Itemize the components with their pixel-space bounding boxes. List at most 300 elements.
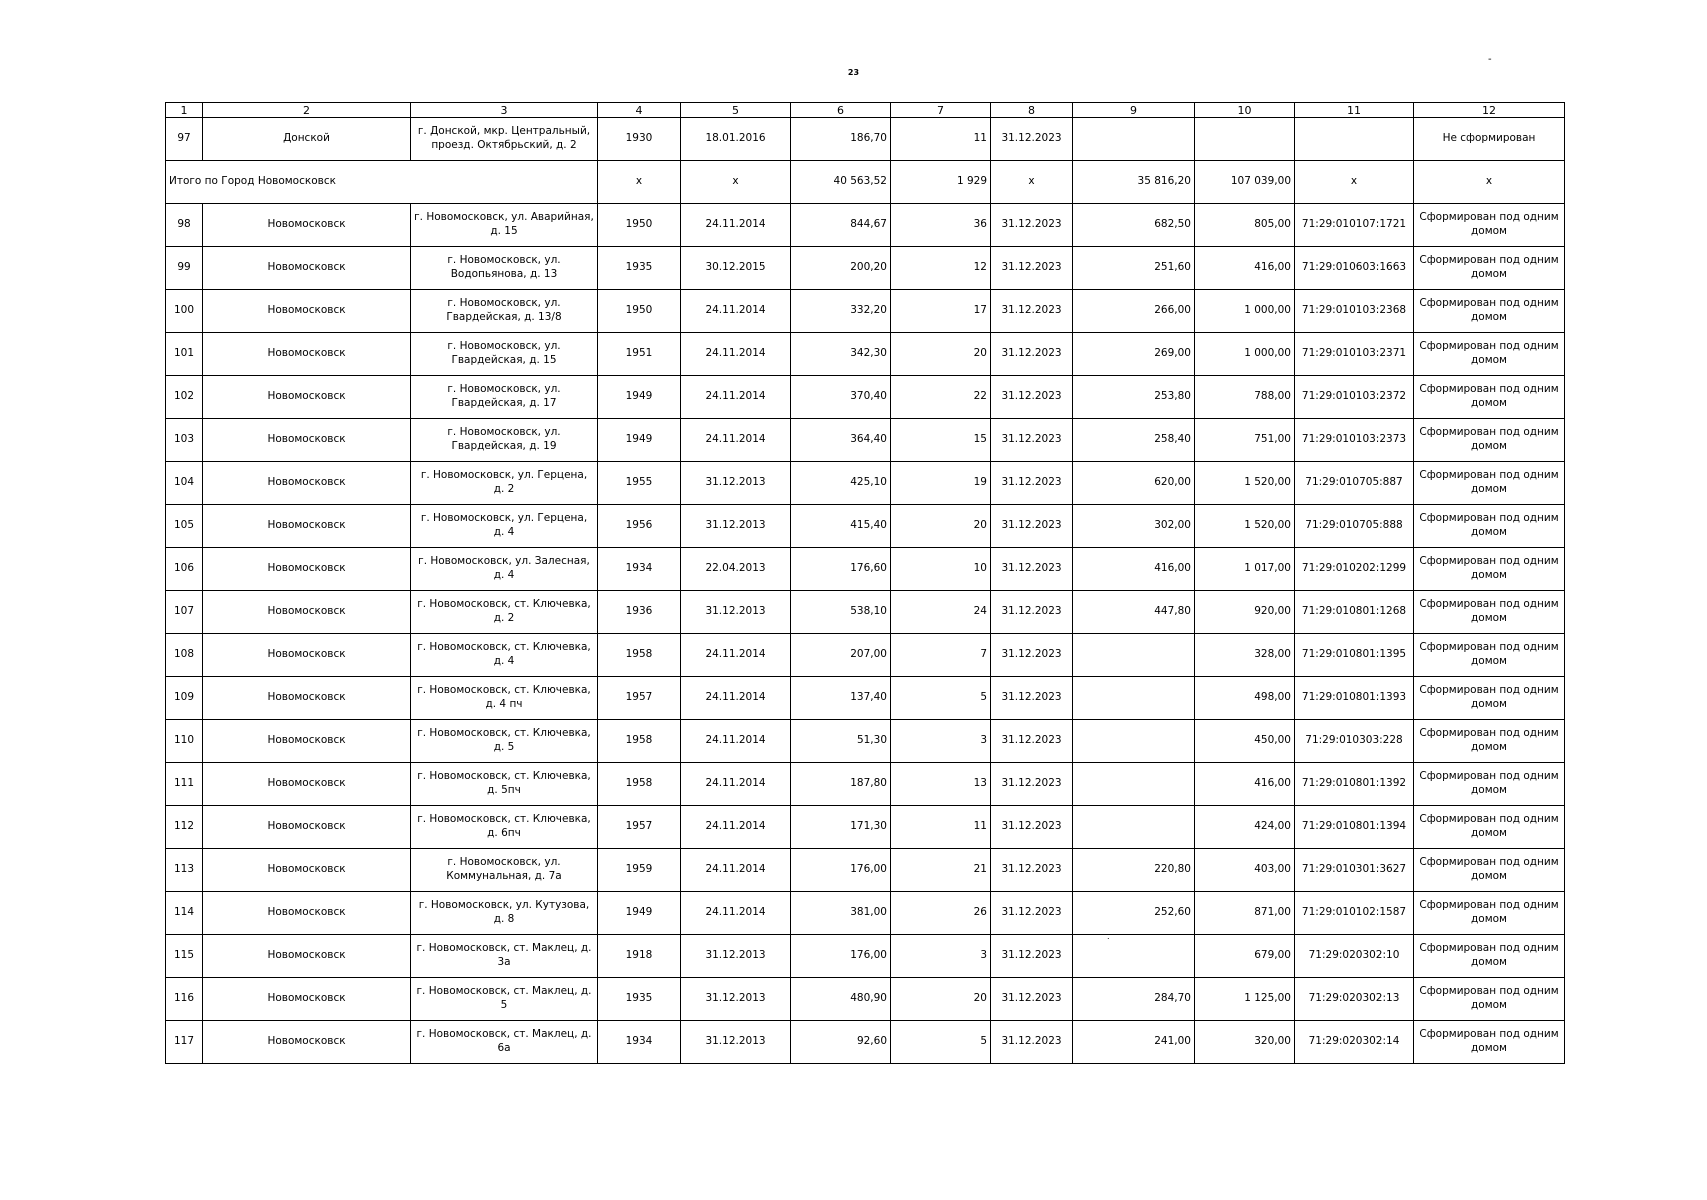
cell-cadastral: 71:29:010103:2373: [1295, 419, 1414, 462]
cell-cadastral: 71:29:010107:1721: [1295, 204, 1414, 247]
cell-deadline: 31.12.2023: [991, 376, 1073, 419]
cell-number: 115: [166, 935, 203, 978]
cell-residents: 10: [891, 548, 991, 591]
column-header: 8: [991, 103, 1073, 118]
cell-col10: 788,00: [1195, 376, 1295, 419]
cell-deadline: 31.12.2023: [991, 118, 1073, 161]
cell-residents: 26: [891, 892, 991, 935]
cell-col10: 1 520,00: [1195, 462, 1295, 505]
cell-col10: 328,00: [1195, 634, 1295, 677]
cell-area: 176,00: [791, 849, 891, 892]
table-row: [166, 720, 1565, 763]
cell-address: г. Новомосковск, ул. Коммунальная, д. 7а: [411, 849, 598, 892]
cell-col10: 751,00: [1195, 419, 1295, 462]
cell-year: 1956: [598, 505, 681, 548]
cell-settlement: Новомосковск: [203, 505, 411, 548]
column-header: 2: [203, 103, 411, 118]
cell-col9: 241,00: [1073, 1021, 1195, 1064]
cell-deadline: 31.12.2023: [991, 333, 1073, 376]
cell-status: Сформирован под одним домом: [1414, 505, 1565, 548]
cell-residents: 11: [891, 806, 991, 849]
table-row: [166, 333, 1565, 376]
cell-year: 1951: [598, 333, 681, 376]
cell-cadastral: 71:29:020302:10: [1295, 935, 1414, 978]
column-header: 3: [411, 103, 598, 118]
cell-date: 24.11.2014: [681, 892, 791, 935]
cell-col10: 679,00: [1195, 935, 1295, 978]
table-row: [166, 419, 1565, 462]
cell-settlement: Донской: [203, 118, 411, 161]
cell-date: 24.11.2014: [681, 333, 791, 376]
cell-residents: 15: [891, 419, 991, 462]
cell-number: 116: [166, 978, 203, 1021]
cell-number: 97: [166, 118, 203, 161]
cell-area: 480,90: [791, 978, 891, 1021]
table-row: [166, 849, 1565, 892]
cell-year: 1918: [598, 935, 681, 978]
cell-date: 24.11.2014: [681, 204, 791, 247]
cell-cadastral: [1295, 118, 1414, 161]
cell-col9: [1073, 720, 1195, 763]
column-header: 10: [1195, 103, 1295, 118]
cell-col9: 266,00: [1073, 290, 1195, 333]
cell-address: г. Новомосковск, ст. Ключевка, д. 5: [411, 720, 598, 763]
cell-residents: 20: [891, 978, 991, 1021]
cell-status: Сформирован под одним домом: [1414, 376, 1565, 419]
cell-area: 207,00: [791, 634, 891, 677]
cell-residents: 3: [891, 720, 991, 763]
cell-year: 1949: [598, 419, 681, 462]
cell-year: 1959: [598, 849, 681, 892]
cell-status: x: [1414, 161, 1565, 204]
cell-cadastral: 71:29:010801:1395: [1295, 634, 1414, 677]
cell-deadline: 31.12.2023: [991, 849, 1073, 892]
cell-status: Сформирован под одним домом: [1414, 892, 1565, 935]
column-header: 1: [166, 103, 203, 118]
cell-col9: 253,80: [1073, 376, 1195, 419]
cell-cadastral: 71:29:010801:1393: [1295, 677, 1414, 720]
cell-deadline: 31.12.2023: [991, 720, 1073, 763]
cell-residents: 24: [891, 591, 991, 634]
cell-date: 24.11.2014: [681, 419, 791, 462]
cell-settlement: Новомосковск: [203, 1021, 411, 1064]
cell-status: Сформирован под одним домом: [1414, 290, 1565, 333]
cell-year: 1958: [598, 634, 681, 677]
cell-address: г. Новомосковск, ст. Маклец, д. 5: [411, 978, 598, 1021]
column-header: 12: [1414, 103, 1565, 118]
cell-address: г. Новомосковск, ул. Водопьянова, д. 13: [411, 247, 598, 290]
cell-residents: 1 929: [891, 161, 991, 204]
table-row: [166, 591, 1565, 634]
cell-col9: [1073, 806, 1195, 849]
cell-col9: [1073, 935, 1195, 978]
cell-address: г. Новомосковск, ст. Ключевка, д. 5пч: [411, 763, 598, 806]
cell-settlement: Новомосковск: [203, 462, 411, 505]
cell-settlement: Новомосковск: [203, 720, 411, 763]
cell-col10: 805,00: [1195, 204, 1295, 247]
cell-col10: 1 017,00: [1195, 548, 1295, 591]
cell-col10: 450,00: [1195, 720, 1295, 763]
cell-cadastral: 71:29:010705:888: [1295, 505, 1414, 548]
table-row: [166, 290, 1565, 333]
table-row: [166, 204, 1565, 247]
cell-cadastral: 71:29:010301:3627: [1295, 849, 1414, 892]
table-row: [166, 677, 1565, 720]
cell-date: x: [681, 161, 791, 204]
cell-col10: 498,00: [1195, 677, 1295, 720]
cell-year: 1936: [598, 591, 681, 634]
cell-deadline: 31.12.2023: [991, 548, 1073, 591]
cell-area: 187,80: [791, 763, 891, 806]
cell-col10: 416,00: [1195, 247, 1295, 290]
cell-status: Сформирован под одним домом: [1414, 333, 1565, 376]
cell-address: г. Новомосковск, ул. Гвардейская, д. 19: [411, 419, 598, 462]
cell-col10: 920,00: [1195, 591, 1295, 634]
column-header: 9: [1073, 103, 1195, 118]
cell-settlement: Новомосковск: [203, 204, 411, 247]
cell-year: 1934: [598, 548, 681, 591]
cell-settlement: Новомосковск: [203, 935, 411, 978]
cell-col10: 403,00: [1195, 849, 1295, 892]
cell-address: г. Новомосковск, ст. Маклец, д. 6а: [411, 1021, 598, 1064]
cell-address: г. Новомосковск, ул. Аварийная, д. 15: [411, 204, 598, 247]
cell-number: 98: [166, 204, 203, 247]
cell-settlement: Новомосковск: [203, 978, 411, 1021]
cell-status: Сформирован под одним домом: [1414, 634, 1565, 677]
cell-deadline: 31.12.2023: [991, 419, 1073, 462]
cell-deadline: 31.12.2023: [991, 204, 1073, 247]
table-row: [166, 247, 1565, 290]
cell-date: 24.11.2014: [681, 290, 791, 333]
table-row: [166, 806, 1565, 849]
cell-year: 1955: [598, 462, 681, 505]
cell-deadline: x: [991, 161, 1073, 204]
cell-status: Не сформирован: [1414, 118, 1565, 161]
cell-number: 112: [166, 806, 203, 849]
cell-col10: 1 000,00: [1195, 333, 1295, 376]
cell-address: г. Новомосковск, ст. Ключевка, д. 2: [411, 591, 598, 634]
cell-date: 18.01.2016: [681, 118, 791, 161]
cell-cadastral: 71:29:010705:887: [1295, 462, 1414, 505]
column-header: 4: [598, 103, 681, 118]
cell-year: 1950: [598, 290, 681, 333]
cell-address: г. Новомосковск, ул. Гвардейская, д. 13/8: [411, 290, 598, 333]
cell-col10: 871,00: [1195, 892, 1295, 935]
cell-number: 103: [166, 419, 203, 462]
cell-year: 1950: [598, 204, 681, 247]
cell-residents: 20: [891, 333, 991, 376]
cell-date: 31.12.2013: [681, 591, 791, 634]
cell-number: 113: [166, 849, 203, 892]
cell-number: 102: [166, 376, 203, 419]
cell-number: 110: [166, 720, 203, 763]
cell-cadastral: 71:29:020302:14: [1295, 1021, 1414, 1064]
table-row: [166, 548, 1565, 591]
cell-date: 24.11.2014: [681, 720, 791, 763]
cell-settlement: Новомосковск: [203, 849, 411, 892]
cell-col10: 1 520,00: [1195, 505, 1295, 548]
table-row: [166, 505, 1565, 548]
cell-number: 111: [166, 763, 203, 806]
cell-status: Сформирован под одним домом: [1414, 806, 1565, 849]
cell-address: г. Новомосковск, ул. Герцена, д. 2: [411, 462, 598, 505]
cell-deadline: 31.12.2023: [991, 806, 1073, 849]
cell-cadastral: 71:29:010801:1394: [1295, 806, 1414, 849]
column-number-header-row: [166, 103, 1565, 118]
table-row: [166, 892, 1565, 935]
cell-col9: 269,00: [1073, 333, 1195, 376]
cell-col9: 682,50: [1073, 204, 1195, 247]
cell-date: 22.04.2013: [681, 548, 791, 591]
scan-speck: .: [1107, 932, 1110, 941]
cell-residents: 3: [891, 935, 991, 978]
cell-status: Сформирован под одним домом: [1414, 720, 1565, 763]
cell-residents: 21: [891, 849, 991, 892]
column-header: 11: [1295, 103, 1414, 118]
cell-col10: 107 039,00: [1195, 161, 1295, 204]
cell-cadastral: x: [1295, 161, 1414, 204]
table-row: [166, 1021, 1565, 1064]
cell-area: 176,60: [791, 548, 891, 591]
cell-year: 1957: [598, 806, 681, 849]
cell-date: 24.11.2014: [681, 376, 791, 419]
table-row: [166, 462, 1565, 505]
cell-settlement: Новомосковск: [203, 333, 411, 376]
cell-year: 1949: [598, 892, 681, 935]
cell-cadastral: 71:29:010603:1663: [1295, 247, 1414, 290]
cell-date: 24.11.2014: [681, 677, 791, 720]
cell-year: 1958: [598, 720, 681, 763]
corner-mark: -: [1488, 54, 1492, 65]
cell-status: Сформирован под одним домом: [1414, 548, 1565, 591]
cell-residents: 5: [891, 677, 991, 720]
cell-col9: 620,00: [1073, 462, 1195, 505]
cell-status: Сформирован под одним домом: [1414, 419, 1565, 462]
cell-year: 1934: [598, 1021, 681, 1064]
cell-deadline: 31.12.2023: [991, 290, 1073, 333]
cell-area: 92,60: [791, 1021, 891, 1064]
cell-residents: 22: [891, 376, 991, 419]
cell-status: Сформирован под одним домом: [1414, 763, 1565, 806]
cell-area: 370,40: [791, 376, 891, 419]
cell-cadastral: 71:29:010303:228: [1295, 720, 1414, 763]
cell-col9: 447,80: [1073, 591, 1195, 634]
cell-settlement: Новомосковск: [203, 419, 411, 462]
cell-settlement: Новомосковск: [203, 290, 411, 333]
column-header: 7: [891, 103, 991, 118]
table-row: [166, 763, 1565, 806]
cell-date: 31.12.2013: [681, 505, 791, 548]
cell-year: 1935: [598, 247, 681, 290]
cell-address: г. Новомосковск, ул. Кутузова, д. 8: [411, 892, 598, 935]
cell-area: 342,30: [791, 333, 891, 376]
cell-date: 24.11.2014: [681, 806, 791, 849]
cell-address: г. Донской, мкр. Центральный, проезд. Октябрьский, д. 2: [411, 118, 598, 161]
cell-number: 109: [166, 677, 203, 720]
cell-col9: 252,60: [1073, 892, 1195, 935]
cell-status: Сформирован под одним домом: [1414, 1021, 1565, 1064]
cell-year: 1958: [598, 763, 681, 806]
cell-number: 107: [166, 591, 203, 634]
cell-deadline: 31.12.2023: [991, 677, 1073, 720]
cell-date: 31.12.2013: [681, 978, 791, 1021]
cell-residents: 19: [891, 462, 991, 505]
cell-address: г. Новомосковск, ст. Ключевка, д. 6пч: [411, 806, 598, 849]
cell-number: 104: [166, 462, 203, 505]
cell-col9: 284,70: [1073, 978, 1195, 1021]
cell-date: 24.11.2014: [681, 763, 791, 806]
cell-col9: [1073, 677, 1195, 720]
cell-area: 171,30: [791, 806, 891, 849]
cell-number: 101: [166, 333, 203, 376]
cell-year: 1930: [598, 118, 681, 161]
cell-col9: 251,60: [1073, 247, 1195, 290]
cell-address: г. Новомосковск, ст. Маклец, д. 3а: [411, 935, 598, 978]
cell-cadastral: 71:29:010801:1392: [1295, 763, 1414, 806]
cell-address: г. Новомосковск, ст. Ключевка, д. 4 пч: [411, 677, 598, 720]
cell-deadline: 31.12.2023: [991, 763, 1073, 806]
cell-col10: 1 125,00: [1195, 978, 1295, 1021]
cell-col9: 302,00: [1073, 505, 1195, 548]
cell-settlement: Новомосковск: [203, 591, 411, 634]
cell-col10: [1195, 118, 1295, 161]
cell-number: 106: [166, 548, 203, 591]
cell-year: 1949: [598, 376, 681, 419]
cell-area: 137,40: [791, 677, 891, 720]
cell-col10: 320,00: [1195, 1021, 1295, 1064]
cell-cadastral: 71:29:010801:1268: [1295, 591, 1414, 634]
cell-col9: [1073, 118, 1195, 161]
total-row: [166, 161, 1565, 204]
cell-area: 176,00: [791, 935, 891, 978]
cell-residents: 11: [891, 118, 991, 161]
cell-settlement: Новомосковск: [203, 892, 411, 935]
cell-deadline: 31.12.2023: [991, 978, 1073, 1021]
cell-year: x: [598, 161, 681, 204]
cell-address: г. Новомосковск, ул. Залесная, д. 4: [411, 548, 598, 591]
cell-year: 1957: [598, 677, 681, 720]
cell-settlement: Новомосковск: [203, 247, 411, 290]
cell-cadastral: 71:29:010102:1587: [1295, 892, 1414, 935]
column-header: 6: [791, 103, 891, 118]
cell-date: 30.12.2015: [681, 247, 791, 290]
cell-residents: 36: [891, 204, 991, 247]
cell-col10: 1 000,00: [1195, 290, 1295, 333]
column-header: 5: [681, 103, 791, 118]
table-row: [166, 118, 1565, 161]
cell-settlement: Новомосковск: [203, 677, 411, 720]
cell-number: 100: [166, 290, 203, 333]
cell-number: 114: [166, 892, 203, 935]
cell-settlement: Новомосковск: [203, 548, 411, 591]
table-row: [166, 376, 1565, 419]
cell-address: г. Новомосковск, ул. Герцена, д. 4: [411, 505, 598, 548]
page-number: 23: [847, 68, 860, 77]
cell-residents: 5: [891, 1021, 991, 1064]
cell-col10: 424,00: [1195, 806, 1295, 849]
cell-area: 364,40: [791, 419, 891, 462]
cell-residents: 13: [891, 763, 991, 806]
cell-settlement: Новомосковск: [203, 763, 411, 806]
cell-area: 425,10: [791, 462, 891, 505]
cell-date: 31.12.2013: [681, 1021, 791, 1064]
cell-deadline: 31.12.2023: [991, 247, 1073, 290]
cell-area: 381,00: [791, 892, 891, 935]
cell-deadline: 31.12.2023: [991, 591, 1073, 634]
cell-area: 844,67: [791, 204, 891, 247]
cell-area: 538,10: [791, 591, 891, 634]
cell-number: 117: [166, 1021, 203, 1064]
cell-cadastral: 71:29:010103:2371: [1295, 333, 1414, 376]
cell-deadline: 31.12.2023: [991, 462, 1073, 505]
cell-status: Сформирован под одним домом: [1414, 978, 1565, 1021]
cell-col9: 416,00: [1073, 548, 1195, 591]
cell-date: 31.12.2013: [681, 935, 791, 978]
cell-date: 24.11.2014: [681, 634, 791, 677]
cell-settlement: Новомосковск: [203, 806, 411, 849]
cell-col9: 35 816,20: [1073, 161, 1195, 204]
cell-settlement: Новомосковск: [203, 634, 411, 677]
cell-cadastral: 71:29:020302:13: [1295, 978, 1414, 1021]
cell-residents: 20: [891, 505, 991, 548]
cell-settlement: Новомосковск: [203, 376, 411, 419]
cell-address: г. Новомосковск, ул. Гвардейская, д. 15: [411, 333, 598, 376]
cell-cadastral: 71:29:010103:2372: [1295, 376, 1414, 419]
cell-status: Сформирован под одним домом: [1414, 677, 1565, 720]
cell-deadline: 31.12.2023: [991, 634, 1073, 677]
cell-residents: 7: [891, 634, 991, 677]
housing-register-table: [165, 102, 1565, 1064]
cell-year: 1935: [598, 978, 681, 1021]
cell-number: 105: [166, 505, 203, 548]
cell-address: г. Новомосковск, ст. Ключевка, д. 4: [411, 634, 598, 677]
cell-area: 332,20: [791, 290, 891, 333]
cell-col9: 220,80: [1073, 849, 1195, 892]
cell-residents: 12: [891, 247, 991, 290]
total-label: Итого по Город Новомосковск: [166, 161, 598, 204]
cell-deadline: 31.12.2023: [991, 935, 1073, 978]
cell-date: 24.11.2014: [681, 849, 791, 892]
cell-area: 186,70: [791, 118, 891, 161]
cell-residents: 17: [891, 290, 991, 333]
cell-status: Сформирован под одним домом: [1414, 935, 1565, 978]
cell-status: Сформирован под одним домом: [1414, 591, 1565, 634]
cell-status: Сформирован под одним домом: [1414, 204, 1565, 247]
cell-deadline: 31.12.2023: [991, 892, 1073, 935]
cell-col9: [1073, 634, 1195, 677]
cell-col9: [1073, 763, 1195, 806]
table-row: [166, 978, 1565, 1021]
cell-area: 40 563,52: [791, 161, 891, 204]
cell-col10: 416,00: [1195, 763, 1295, 806]
cell-date: 31.12.2013: [681, 462, 791, 505]
cell-status: Сформирован под одним домом: [1414, 849, 1565, 892]
cell-status: Сформирован под одним домом: [1414, 462, 1565, 505]
table-row: [166, 634, 1565, 677]
cell-cadastral: 71:29:010103:2368: [1295, 290, 1414, 333]
cell-deadline: 31.12.2023: [991, 1021, 1073, 1064]
cell-cadastral: 71:29:010202:1299: [1295, 548, 1414, 591]
cell-deadline: 31.12.2023: [991, 505, 1073, 548]
cell-address: г. Новомосковск, ул. Гвардейская, д. 17: [411, 376, 598, 419]
cell-number: 99: [166, 247, 203, 290]
cell-area: 200,20: [791, 247, 891, 290]
cell-area: 415,40: [791, 505, 891, 548]
cell-number: 108: [166, 634, 203, 677]
cell-status: Сформирован под одним домом: [1414, 247, 1565, 290]
cell-col9: 258,40: [1073, 419, 1195, 462]
table-row: [166, 935, 1565, 978]
